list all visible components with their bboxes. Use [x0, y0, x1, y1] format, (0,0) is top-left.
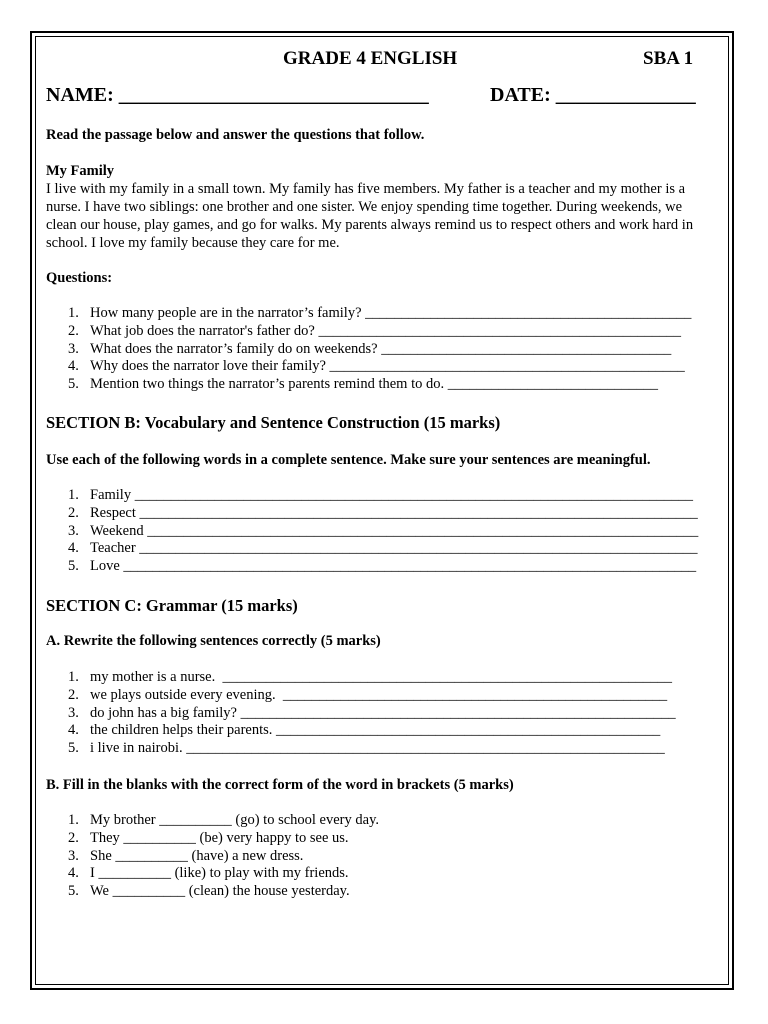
list-item[interactable]: 2. What job does the narrator's father do? __________________________________________________: [68, 322, 681, 339]
rewrite-item-text: my mother is a nurse. ______________________________________________________________: [90, 669, 672, 685]
list-item[interactable]: 3. She __________ (have) a new dress.: [68, 847, 304, 864]
list-item[interactable]: 2. They __________ (be) very happy to see us.: [68, 829, 349, 846]
vocab-item-text: Respect _____________________________________________________________________________: [90, 504, 698, 521]
section-b-heading: SECTION B: Vocabulary and Sentence Construction (15 marks): [46, 413, 501, 432]
reading-instruction: Read the passage below and answer the questions that follow.: [46, 127, 425, 143]
list-item[interactable]: 1. How many people are in the narrator’s family? _____________________________________________: [68, 305, 692, 321]
rewrite-item-text: i live in nairobi. __________________________________________________________________: [90, 740, 665, 757]
question-text: Why does the narrator love their family? _________________________________________________: [90, 358, 685, 375]
fill-blank-text: My brother __________ (go) to school every day.: [90, 812, 380, 828]
name-field[interactable]: NAME: _______________________________: [46, 84, 429, 106]
list-item[interactable]: 4. the children helps their parents. _____________________________________________________: [68, 722, 661, 739]
vocab-item-text: Love _______________________________________________________________________________: [90, 558, 697, 575]
question-text: Mention two things the narrator’s parents remind them to do. _____________________________: [90, 376, 658, 393]
fill-blank-text: She __________ (have) a new dress.: [90, 847, 304, 864]
reading-questions-list: [46, 305, 691, 394]
question-text: What job does the narrator's father do? __________________________________________________: [90, 322, 681, 339]
rewrite-item-text: the children helps their parents. _____________________________________________________: [90, 722, 661, 739]
fill-blank-text: We __________ (clean) the house yesterday.: [90, 883, 350, 900]
list-item[interactable]: 4. Why does the narrator love their family? _________________________________________________: [68, 358, 685, 375]
rewrite-sentences-list: [46, 669, 676, 758]
list-item[interactable]: 5. i live in nairobi. __________________________________________________________________: [68, 740, 665, 757]
list-item[interactable]: 3. What does the narrator’s family do on weekends? ________________________________________: [68, 340, 672, 357]
vocab-item-text: Family _____________________________________________________________________________: [90, 487, 693, 503]
vocab-item-text: Teacher _____________________________________________________________________________: [90, 540, 698, 557]
list-item[interactable]: 4. Teacher _____________________________________________________________________________: [68, 540, 698, 557]
fill-blank-text: I __________ (like) to play with my friends.: [90, 865, 349, 882]
question-text: What does the narrator’s family do on weekends? ________________________________________: [90, 340, 672, 357]
section-c-heading: SECTION C: Grammar (15 marks): [46, 596, 298, 615]
list-item[interactable]: 1. my mother is a nurse. ______________________________________________________________: [68, 669, 672, 685]
page-title: GRADE 4 ENGLISH: [283, 48, 458, 69]
fill-blanks-list: [46, 812, 379, 901]
vocabulary-list: [46, 487, 698, 576]
passage: [46, 162, 706, 252]
list-item[interactable]: 4. I __________ (like) to play with my friends.: [68, 865, 349, 882]
date-field[interactable]: DATE: ______________: [490, 84, 696, 106]
list-item[interactable]: 1. Family _____________________________________________________________________________: [68, 487, 693, 503]
fill-blank-text: They __________ (be) very happy to see us.: [90, 829, 349, 846]
passage-title: My Family: [46, 163, 115, 179]
rewrite-item-text: do john has a big family? ____________________________________________________________: [90, 704, 676, 721]
section-b-instruction: Use each of the following words in a complete sentence. Make sure your sentences are meaningful.: [46, 452, 651, 468]
list-item[interactable]: 5. Mention two things the narrator’s parents remind them to do. _____________________________: [68, 376, 658, 393]
list-item[interactable]: 2. Respect _____________________________________________________________________________: [68, 504, 698, 521]
question-text: How many people are in the narrator’s family? _____________________________________________: [90, 305, 692, 321]
rewrite-item-text: we plays outside every evening. _____________________________________________________: [90, 686, 668, 703]
section-c-part-b-heading: B. Fill in the blanks with the correct form of the word in brackets (5 marks): [46, 777, 514, 793]
assessment-code: SBA 1: [643, 48, 694, 69]
list-item[interactable]: 2. we plays outside every evening. _____________________________________________________: [68, 686, 668, 703]
list-item[interactable]: 5. We __________ (clean) the house yesterday.: [68, 883, 350, 900]
section-c-part-a-heading: A. Rewrite the following sentences correctly (5 marks): [46, 633, 381, 649]
list-item[interactable]: 3. do john has a big family? ____________________________________________________________: [68, 704, 676, 721]
list-item[interactable]: 3. Weekend ____________________________________________________________________________: [68, 522, 699, 539]
list-item[interactable]: 1. My brother __________ (go) to school every day.: [68, 812, 380, 828]
vocab-item-text: Weekend ____________________________________________________________________________: [90, 522, 699, 539]
list-item[interactable]: 5. Love _______________________________________________________________________________: [68, 558, 697, 575]
passage-body: I live with my family in a small town. My family has five members. My father is a teacher and my mother is a nurse. I have two siblings: one brother and one sister. We enjoy spending time together. During weekends, we clean our house, play games, and go for walks. My parents always remind us to respect others and work hard in school. I love my family because they care for me.: [46, 181, 694, 251]
questions-heading: Questions:: [46, 270, 113, 286]
